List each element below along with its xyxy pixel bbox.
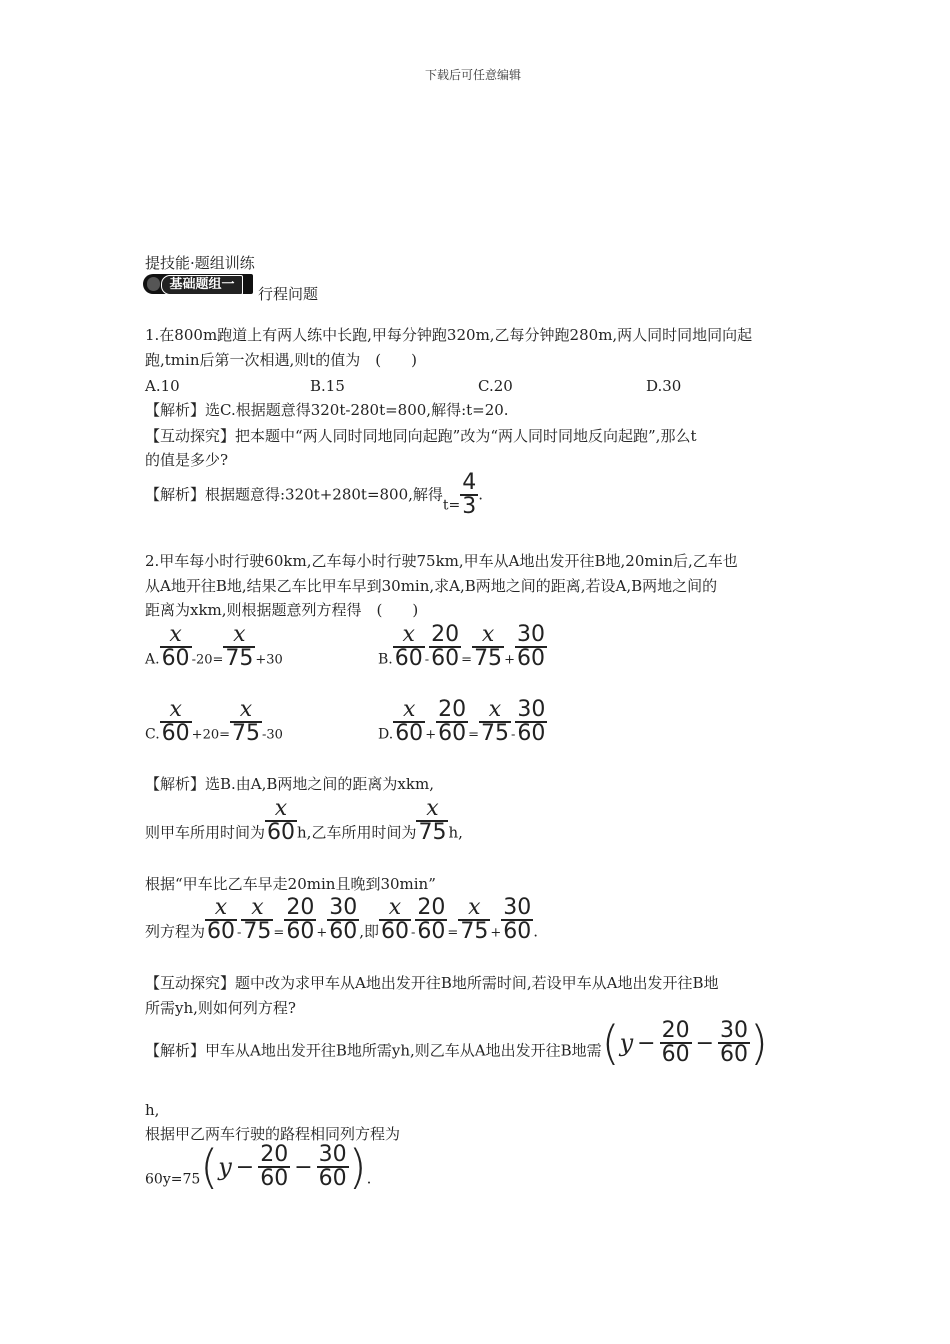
fraction: $\frac{20}{60}$ bbox=[286, 895, 315, 944]
q1-answer-fraction: $\frac{4}{3}$ bbox=[462, 470, 477, 519]
q2-equation: 列方程为 $\frac{x}{60}$ $_-$ $\frac{x}{75}$ $_=$ $\frac{20}{60}$ $_+$ $\frac{30}{60}$ ,即 $\frac{x}{60}$ $_-$ $\frac{20}{60}$ $_=$ $\frac{x}{75}$ $_+$ $\frac{30}{60}$ . bbox=[145, 895, 539, 944]
q2-final-equation: 60y=75(y − $\frac{20}{60}$ − $\frac{30}{60}$ ). bbox=[145, 1140, 372, 1194]
q1-answer-end: . bbox=[478, 485, 484, 504]
fraction: $\frac{20}{60}$ bbox=[417, 895, 446, 944]
q2-line1: 2.甲车每小时行驶60km,乙车每小时行驶75km,甲车从A地出发开往B地,20min后,乙车也 bbox=[145, 552, 738, 570]
fraction: $\frac{30}{60}$ bbox=[503, 895, 532, 944]
group-badge bbox=[143, 274, 253, 294]
fraction: $\frac{x}{75}$ bbox=[460, 895, 489, 944]
q2-explore-line1: 【互动探究】题中改为求甲车从A地出发开往B地所需时间,若设甲车从A地出发开往B地 bbox=[145, 974, 719, 992]
right-paren: ) bbox=[348, 1140, 367, 1194]
q2-h-line: h, bbox=[145, 1101, 160, 1119]
q2-line2: 从A地开往B地,结果乙车比甲车早到30min,求A,B两地之间的距离,若设A,B两地之间的 bbox=[145, 577, 718, 595]
fraction: $\frac{x}{75}$ bbox=[481, 697, 509, 746]
q2-answer-line: 【解析】甲车从A地出发开往B地所需yh,则乙车从A地出发开往B地需(y − $\frac{20}{60}$ − $\frac{30}{60}$ ) bbox=[145, 1016, 768, 1070]
fraction: $\frac{20}{60}$ bbox=[661, 1018, 690, 1067]
q1-explore-line2: 的值是多少? bbox=[145, 451, 229, 469]
fraction: $\frac{30}{60}$ bbox=[517, 697, 546, 746]
q1-option-c: C.20 bbox=[478, 377, 513, 395]
q2-option-d: D. $\frac{x}{60}$ $_+$ $\frac{20}{60}$ $_=$ $\frac{x}{75}$ $_-$ $\frac{30}{60}$ bbox=[378, 697, 546, 746]
q1-answer-t: t= bbox=[442, 497, 461, 514]
q1-option-b: B.15 bbox=[310, 377, 345, 395]
fraction: $\frac{x}{60}$ bbox=[395, 697, 424, 746]
q1-line2: 跑,tmin后第一次相遇,则t的值为 ( ) bbox=[145, 351, 417, 369]
fraction: $\frac{x}{60}$ bbox=[161, 622, 190, 671]
q2-option-b: B. $\frac{x}{60}$ $_-$ $\frac{20}{60}$ $_=$ $\frac{x}{75}$ $_+$ $\frac{30}{60}$ bbox=[378, 622, 545, 671]
badge-label: 基础题组一 bbox=[161, 275, 243, 295]
q2-answer-line2: 根据甲乙两车行驶的路程相同列方程为 bbox=[145, 1125, 401, 1143]
q1-analysis: 【解析】选C.根据题意得320t-280t=800,解得:t=20. bbox=[145, 401, 509, 419]
fraction: $\frac{x}{75}$ bbox=[225, 622, 254, 671]
fraction: $\frac{x}{60}$ bbox=[161, 697, 190, 746]
fraction: $\frac{x}{60}$ bbox=[207, 895, 236, 944]
topic-title: 行程问题 bbox=[258, 285, 319, 303]
fraction: $\frac{30}{60}$ bbox=[720, 1018, 749, 1067]
q1-option-a: A.10 bbox=[145, 377, 180, 395]
q2-explore-line2: 所需yh,则如何列方程? bbox=[145, 999, 296, 1017]
badge-cap bbox=[147, 277, 160, 291]
fraction: $\frac{30}{60}$ bbox=[516, 622, 545, 671]
fraction: $\frac{x}{60}$ bbox=[394, 622, 423, 671]
fraction: $\frac{20}{60}$ bbox=[431, 622, 460, 671]
right-paren: ) bbox=[750, 1016, 768, 1070]
q2-analysis-line1: 【解析】选B.由A,B两地之间的距离为xkm, bbox=[145, 775, 434, 793]
q1-line1: 1.在800m跑道上有两人练中长跑,甲每分钟跑320m,乙每分钟跑280m,两人同时同地同向起 bbox=[145, 326, 753, 344]
fraction: $\frac{30}{60}$ bbox=[318, 1142, 347, 1191]
fraction: $\frac{x}{60}$ bbox=[381, 895, 410, 944]
fraction: $\frac{20}{60}$ bbox=[260, 1142, 289, 1191]
fraction: $\frac{x}{75}$ bbox=[232, 697, 260, 746]
q2-time-line: 则甲车所用时间为 $\frac{x}{60}$ h,乙车所用时间为 $\frac{x}{75}$ h, bbox=[145, 796, 463, 845]
q1-answer bbox=[145, 472, 483, 518]
q1-explore-line1: 【互动探究】把本题中“两人同时同地同向起跑”改为“两人同时同地反向起跑”,那么t bbox=[145, 427, 697, 445]
q2-option-c: C. $\frac{x}{60}$ $_{+20=}$ $\frac{x}{75}$ $_{-30}$ bbox=[145, 697, 283, 746]
fraction: $\frac{20}{60}$ bbox=[438, 697, 467, 746]
fraction: $\frac{x}{75}$ bbox=[243, 895, 272, 944]
fraction: $\frac{x}{60}$ bbox=[267, 796, 296, 845]
fraction: $\frac{x}{75}$ bbox=[418, 796, 447, 845]
fraction: $\frac{x}{75}$ bbox=[474, 622, 503, 671]
q2-basis: 根据“甲车比乙车早走20min且晚到30min” bbox=[145, 875, 436, 893]
left-paren: ( bbox=[601, 1016, 620, 1070]
left-paren: ( bbox=[200, 1140, 219, 1194]
q2-line3: 距离为xkm,则根据题意列方程得 ( ) bbox=[145, 601, 419, 619]
section-title: 提技能·题组训练 bbox=[145, 254, 255, 272]
q1-answer-prefix: 【解析】根据题意得:320t+280t=800,解得 bbox=[145, 485, 443, 504]
page-header: 下载后可任意编辑 bbox=[425, 68, 522, 82]
fraction: $\frac{30}{60}$ bbox=[329, 895, 358, 944]
q1-option-d: D.30 bbox=[646, 377, 682, 395]
q2-option-a: A. $\frac{x}{60}$ $_{-20=}$ $\frac{x}{75}$ $_{+30}$ bbox=[145, 622, 283, 671]
